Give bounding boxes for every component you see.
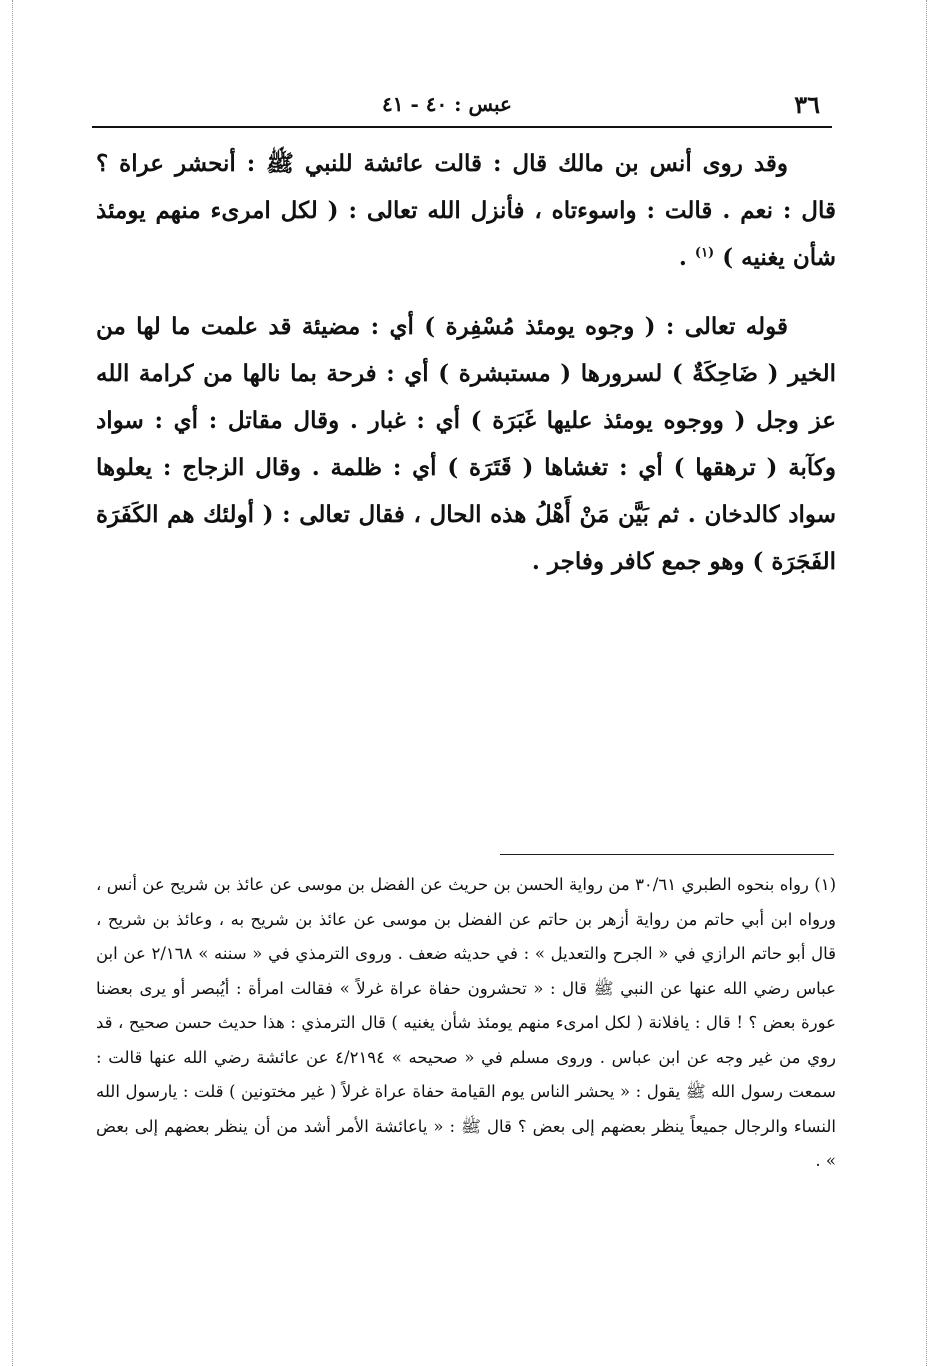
footnote	[96, 868, 836, 1179]
footnote-text: (١) رواه بنحوه الطبري ٣٠/٦١ من رواية الحسن بن حريث عن الفضل بن موسى عن عائذ بن شريح عن أنس ، ورواه ابن أبي حاتم من رواية أزهر بن حاتم عن الفضل بن موسى عن عائذ بن شريح به ، وعائذ بن شريح ، قال أبو حاتم الرازي في « الجرح والتعديل » : في حديثه ضعف . وروى الترمذي في « سننه » ٢/١٦٨ عن ابن عباس رضي الله عنها عن النبي ﷺ قال : « تحشرون حفاة عراة غرلاً » فقالت امرأة : أيُبصر أو يرى بعضنا عورة بعض ؟ ! قال : يافلانة ( لكل امرىء منهم يومئذ شأن يغنيه ) قال الترمذي : هذا حديث حسن صحيح ، قد روي من غير وجه عن ابن عباس . وروى مسلم في « صحيحه » ٤/٢١٩٤ عن عائشة رضي الله عنها قالت : سمعت رسول الله ﷺ يقول : « يحشر الناس يوم القيامة حفاة عراة غرلاً ( غير مختونين ) قلت : يارسول الله النساء والرجال جميعاً ينظر بعضهم إلى بعض ؟ قال ﷺ : « ياعائشة الأمر أشد من أن ينظر بعضهم إلى بعض » .	[96, 875, 836, 1170]
right-margin-dots	[926, 0, 927, 1366]
paragraph-end: .	[678, 244, 695, 271]
paragraph-text: وقد روى أنس بن مالك قال : قالت عائشة للنبي ﷺ : أنحشر عراة ؟ قال : نعم . قالت : واسوءتاه ، فأنزل الله تعالى : ( لكل امرىء منهم يومئذ شأن يغنيه )	[96, 150, 836, 271]
header-rule	[92, 126, 832, 128]
running-head: عبس : ٤٠ - ٤١	[382, 92, 512, 116]
paragraph-anas-narration	[96, 140, 836, 281]
page-number: ٣٦	[794, 90, 820, 119]
footnote-reference[interactable]: (١)	[694, 245, 715, 261]
footnote-rule	[500, 854, 834, 855]
main-text	[96, 140, 836, 585]
page-header	[92, 84, 832, 124]
paragraph-text: قوله تعالى : ( وجوه يومئذ مُسْفِرة ) أي : مضيئة قد علمت ما لها من الخير ( ضَاحِكَةٌ ) لسرورها ( مستبشرة ) أي : فرحة بما نالها من كرامة الله عز وجل ( ووجوه يومئذ عليها غَبَرَة ) أي : غبار . وقال مقاتل : أي : سواد وكآبة ( ترهقها ) أي : تغشاها ( قَتَرَة ) أي : ظلمة . وقال الزجاج : يعلوها سواد كالدخان . ثم بَيَّن مَنْ أَهْلُ هذه الحال ، فقال تعالى : ( أولئك هم الكَفَرَة الفَجَرَة ) وهو جمع كافر وفاجر .	[96, 313, 836, 575]
left-margin-dots	[12, 0, 13, 1366]
paragraph-tafsir-faces	[96, 303, 836, 585]
